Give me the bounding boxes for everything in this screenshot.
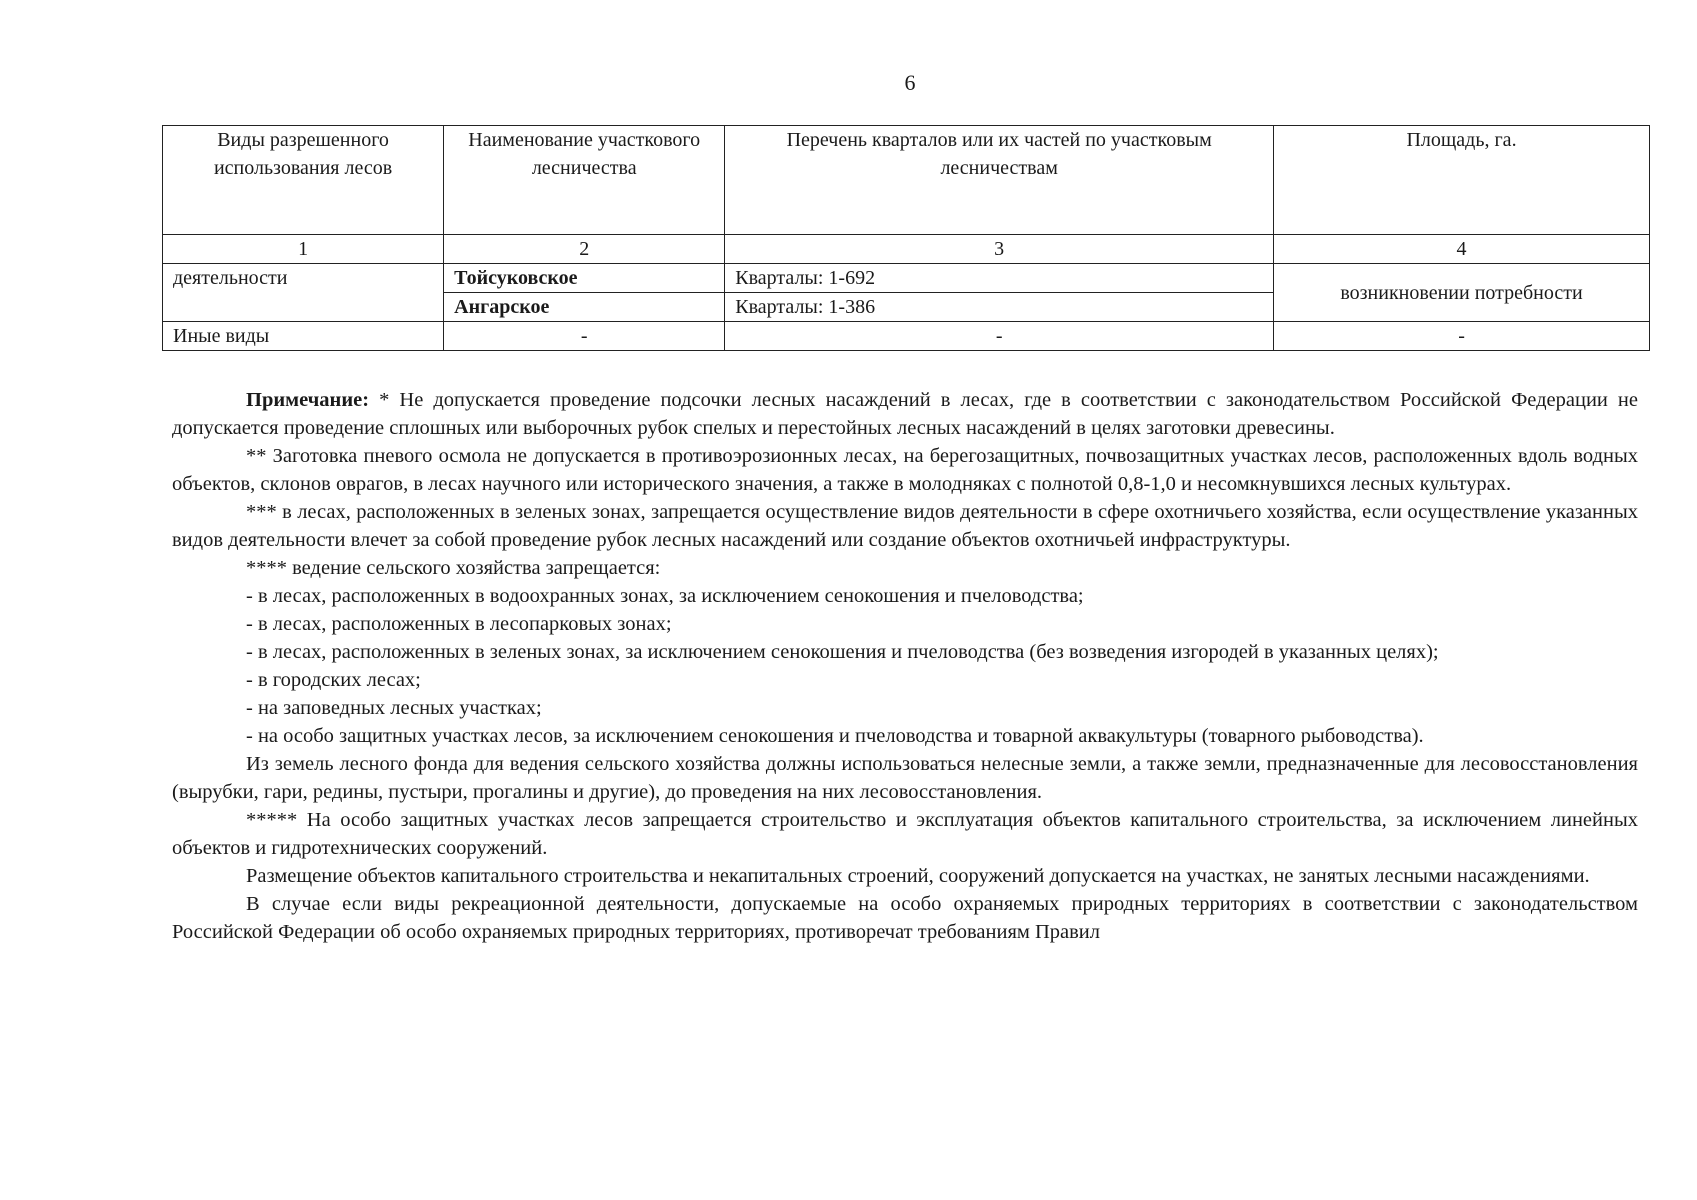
note-paragraph: ** Заготовка пневого осмола не допускается в противоэрозионных лесах, на берегозащитных, почвозащитных участках лесов, расположенных вдоль водных объектов, склонов оврагов, в лесах научного или исторического значения, а также в молодняках с полнотой 0,8-1,0 и несомкнувшихся лесных культурах. [172,445,1638,495]
list-item: - в лесах, расположенных в водоохранных зонах, за исключением сенокошения и пчеловодства; [246,585,1084,607]
note-paragraph: *** в лесах, расположенных в зеленых зонах, запрещается осуществление видов деятельности в сфере охотничьего хозяйства, если осуществление указанных видов деятельности влечет за собой проведение рубок лесных насаждений или создание объектов охотничьей инфраструктуры. [172,501,1638,551]
cell-use-type: Иные виды [163,322,444,351]
page-number: 6 [904,70,916,95]
column-number: 1 [163,235,444,264]
header-forestry-name: Наименование участкового лесничества [444,126,725,235]
cell-forestry: - [444,322,725,351]
note-label: Примечание: [246,389,370,411]
cell-forestry: Ангарское [444,293,725,322]
paragraph: Размещение объектов капитального строительства и некапитальных строений, сооружений допускается на участках, не занятых лесными насаждениями. [246,865,1590,887]
table-row [163,264,1650,293]
column-number: 4 [1274,235,1650,264]
list-item: - в городских лесах; [246,669,421,691]
table-header-row [163,126,1650,235]
paragraph: Из земель лесного фонда для ведения сельского хозяйства должны использоваться нелесные земли, а также земли, предназначенные для лесовосстановления (вырубки, гари, редины, пустыри, прогалины и другие), до проведения на них лесовосстановления. [172,753,1638,803]
forest-use-table [162,125,1650,351]
note-text: * Не допускается проведение подсочки лесных насаждений в лесах, где в соответствии с законодательством Российской Федерации не допускается проведение сплошных или выборочных рубок спелых и перестойных лесных насаждений в целях заготовки древесины. [172,389,1638,439]
notes-section [172,386,1638,946]
table-row [163,322,1650,351]
header-area: Площадь, га. [1274,126,1650,235]
cell-quarters: Кварталы: 1-692 [725,264,1274,293]
cell-quarters: Кварталы: 1-386 [725,293,1274,322]
list-item: - на заповедных лесных участках; [246,697,542,719]
paragraph: В случае если виды рекреационной деятельности, допускаемые на особо охраняемых природных территориях в соответствии с законодательством Российской Федерации об особо охраняемых природных территориях, противоречат требованиям Правил [172,893,1638,943]
column-number-row [163,235,1650,264]
column-number: 2 [444,235,725,264]
cell-use-type: деятельности [163,264,444,322]
list-item: - в лесах, расположенных в лесопарковых зонах; [246,613,672,635]
column-number: 3 [725,235,1274,264]
list-item: - в лесах, расположенных в зеленых зонах, за исключением сенокошения и пчеловодства (без возведения изгородей в указанных целях); [246,641,1439,663]
list-item: - на особо защитных участках лесов, за исключением сенокошения и пчеловодства и товарной аквакультуры (товарного рыбоводства). [246,725,1424,747]
header-use-type: Виды разрешенного использования лесов [163,126,444,235]
header-quarters-list: Перечень кварталов или их частей по участковым лесничествам [725,126,1274,235]
cell-forestry: Тойсуковское [444,264,725,293]
note-paragraph: **** ведение сельского хозяйства запрещается: [246,557,661,579]
cell-area: возникновении потребности [1274,264,1650,322]
cell-area: - [1274,322,1650,351]
note-paragraph [172,386,1638,442]
note-paragraph: ***** На особо защитных участках лесов запрещается строительство и эксплуатация объектов капитального строительства, за исключением линейных объектов и гидротехнических сооружений. [172,809,1638,859]
cell-quarters: - [725,322,1274,351]
